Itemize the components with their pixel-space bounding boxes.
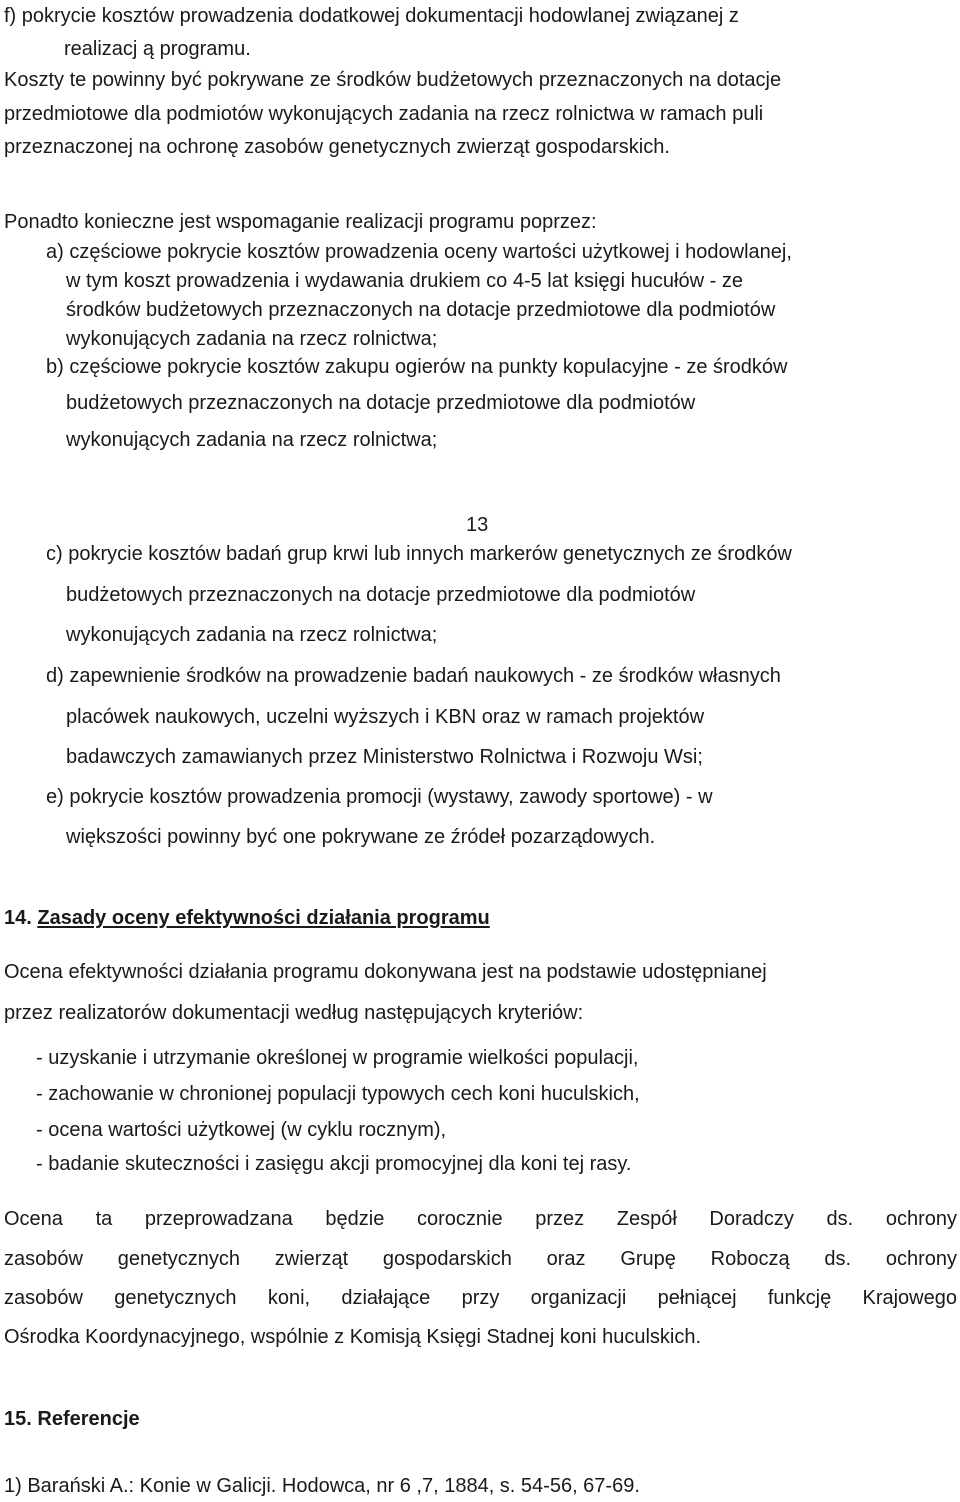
section-14-heading — [4, 906, 490, 930]
criteria-item-3: - ocena wartości użytkowej (w cyklu rocznym), — [36, 1119, 447, 1141]
item-e-line-2: większości powinny być one pokrywane ze źródeł pozarządowych. — [66, 826, 656, 848]
assessment-para-line-1: Ocena ta przeprowadzana będzie corocznie przez Zespół Doradczy ds. ochrony — [4, 1208, 957, 1230]
item-a-line-1: a) częściowe pokrycie kosztów prowadzenia oceny wartości użytkowej i hodowlanej, — [46, 241, 792, 263]
item-d-line-2: placówek naukowych, uczelni wyższych i KBN oraz w ramach projektów — [66, 706, 705, 728]
section-14-number: 14. — [4, 907, 32, 929]
assessment-para-line-3: zasobów genetycznych koni, działające przy organizacji pełniącej funkcję Krajowego — [4, 1287, 957, 1309]
reference-item-1: 1) Barański A.: Konie w Galicji. Hodowca, nr 6 ,7, 1884, s. 54-56, 67-69. — [4, 1475, 640, 1497]
item-b-line-2: budżetowych przeznaczonych na dotacje przedmiotowe dla podmiotów — [66, 392, 696, 414]
costs-para-line-1: Koszty te powinny być pokrywane ze środków budżetowych przeznaczonych na dotacje — [4, 69, 782, 91]
item-a-line-4: wykonujących zadania na rzecz rolnictwa; — [66, 328, 438, 350]
item-a-line-2: w tym koszt prowadzenia i wydawania drukiem co 4-5 lat księgi hucułów - ze — [66, 270, 743, 292]
item-d-line-3: badawczych zamawianych przez Ministerstwo Rolnictwa i Rozwoju Wsi; — [66, 746, 703, 768]
item-f-line-1: f) pokrycie kosztów prowadzenia dodatkowej dokumentacji hodowlanej związanej z — [4, 5, 739, 27]
section-15-number: 15. — [4, 1408, 32, 1430]
eval-para-line-1: Ocena efektywności działania programu dokonywana jest na podstawie udostępnianej — [4, 961, 767, 983]
item-c-line-3: wykonujących zadania na rzecz rolnictwa; — [66, 624, 438, 646]
assessment-para-line-4: Ośrodka Koordynacyjnego, wspólnie z Komisją Księgi Stadnej koni huculskich. — [4, 1326, 702, 1348]
criteria-item-2: - zachowanie w chronionej populacji typowych cech koni huculskich, — [36, 1083, 640, 1105]
item-e-line-1: e) pokrycie kosztów prowadzenia promocji (wystawy, zawody sportowe) - w — [46, 786, 713, 808]
item-f-line-2: realizacj ą programu. — [64, 38, 251, 60]
costs-para-line-2: przedmiotowe dla podmiotów wykonujących zadania na rzecz rolnictwa w ramach puli — [4, 103, 764, 125]
section-15-heading — [4, 1407, 140, 1431]
section-15-title: Referencje — [37, 1408, 140, 1430]
item-a-line-3: środków budżetowych przeznaczonych na dotacje przedmiotowe dla podmiotów — [66, 299, 776, 321]
item-b-line-3: wykonujących zadania na rzecz rolnictwa; — [66, 429, 438, 451]
item-b-line-1: b) częściowe pokrycie kosztów zakupu ogierów na punkty kopulacyjne - ze środków — [46, 356, 788, 378]
costs-para-line-3: przeznaczonej na ochronę zasobów genetycznych zwierząt gospodarskich. — [4, 136, 670, 158]
item-c-line-1: c) pokrycie kosztów badań grup krwi lub innych markerów genetycznych ze środków — [46, 543, 792, 565]
support-intro: Ponadto konieczne jest wspomaganie realizacji programu poprzez: — [4, 211, 597, 233]
assessment-para-line-2: zasobów genetycznych zwierząt gospodarskich oraz Grupę Roboczą ds. ochrony — [4, 1248, 957, 1270]
page-number: 13 — [466, 514, 489, 536]
section-14-title: Zasady oceny efektywności działania programu — [37, 907, 490, 929]
criteria-item-1: - uzyskanie i utrzymanie określonej w programie wielkości populacji, — [36, 1047, 639, 1069]
criteria-item-4: - badanie skuteczności i zasięgu akcji promocyjnej dla koni tej rasy. — [36, 1153, 632, 1175]
eval-para-line-2: przez realizatorów dokumentacji według następujących kryteriów: — [4, 1002, 584, 1024]
item-d-line-1: d) zapewnienie środków na prowadzenie badań naukowych - ze środków własnych — [46, 665, 781, 687]
item-c-line-2: budżetowych przeznaczonych na dotacje przedmiotowe dla podmiotów — [66, 584, 696, 606]
